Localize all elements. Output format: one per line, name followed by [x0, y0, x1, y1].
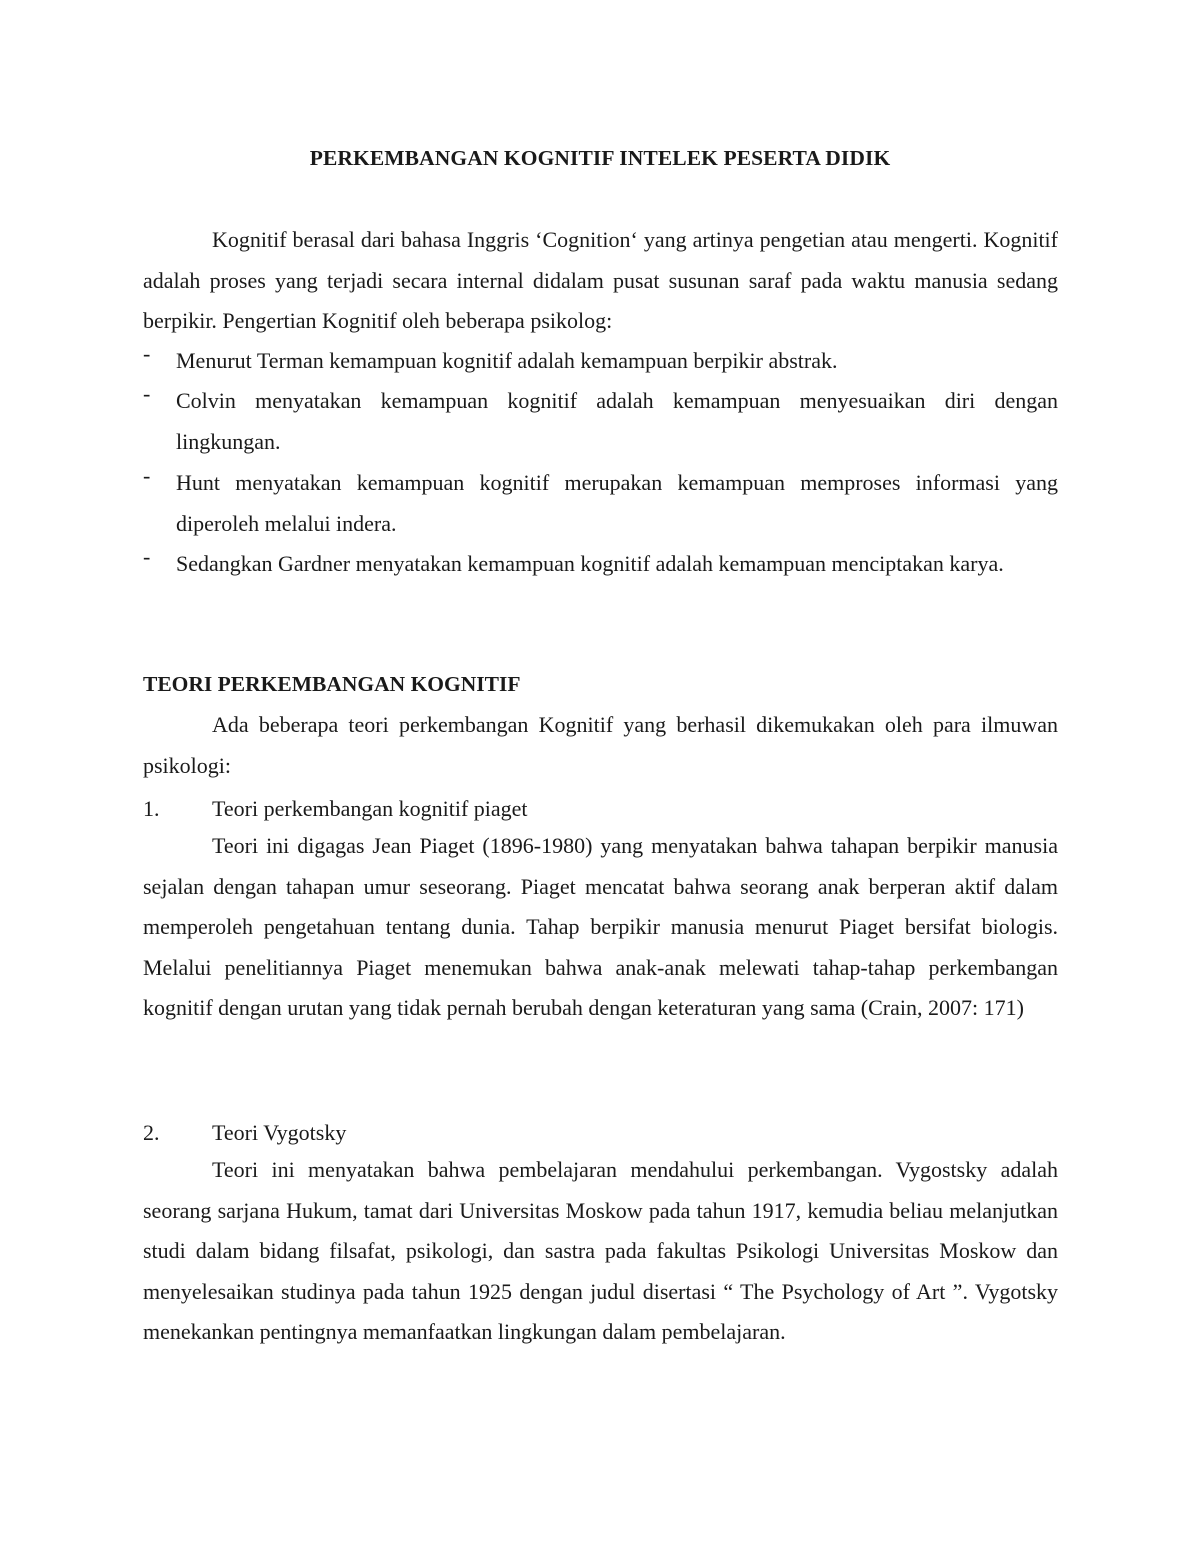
section-heading: TEORI PERKEMBANGAN KOGNITIF [143, 672, 521, 696]
theory-body-paragraph [143, 1150, 1058, 1353]
intro-paragraph [143, 220, 1058, 342]
bullet-marker: - [143, 544, 151, 569]
theory-label: Teori Vygotsky [212, 1120, 347, 1145]
theory-number: 2. [143, 1120, 160, 1145]
theory-label: Teori perkembangan kognitif piaget [212, 796, 528, 821]
theory-body-paragraph [143, 826, 1058, 1029]
bullet-text: Colvin menyatakan kemampuan kognitif adalah kemampuan menyesuaikan diri dengan lingkungan. [176, 388, 1058, 454]
list-item [143, 341, 1058, 382]
section-intro-text: Ada beberapa teori perkembangan Kognitif yang berhasil dikemukakan oleh para ilmuwan psikologi: [143, 712, 1058, 778]
bullet-text: Menurut Terman kemampuan kognitif adalah kemampuan berpikir abstrak. [176, 348, 838, 373]
section-intro-paragraph [143, 705, 1058, 786]
document-title: PERKEMBANGAN KOGNITIF INTELEK PESERTA DIDIK [309, 146, 891, 170]
bullet-text: Sedangkan Gardner menyatakan kemampuan kognitif adalah kemampuan menciptakan karya. [176, 551, 1004, 576]
bullet-marker: - [143, 341, 151, 366]
list-item [143, 544, 1058, 585]
bullet-marker: - [143, 381, 151, 406]
theory-body-text: Teori ini digagas Jean Piaget (1896-1980) yang menyatakan bahwa tahapan berpikir manusia sejalan dengan tahapan umur seseorang. Piaget mencatat bahwa seorang anak berperan aktif dalam memperoleh pengetahuan tentang dunia. Tahap berpikir manusia menurut Piaget bersifat biologis. Melalui penelitiannya Piaget menemukan bahwa anak-anak melewati tahap-tahap perkembangan kognitif dengan urutan yang tidak pernah berubah dengan keteraturan yang sama (Crain, 2007: 171) [143, 833, 1058, 1021]
bullet-marker: - [143, 463, 151, 488]
theory-body-text: Teori ini menyatakan bahwa pembelajaran mendahului perkembangan. Vygostsky adalah seorang sarjana Hukum, tamat dari Universitas Moskow pada tahun 1917, kemudia beliau melanjutkan studi dalam bidang filsafat, psikologi, dan sastra pada fakultas Psikologi Universitas Moskow dan menyelesaikan studinya pada tahun 1925 dengan judul disertasi “ The Psychology of Art ”. Vygotsky menekankan pentingnya memanfaatkan lingkungan dalam pembelajaran. [143, 1157, 1058, 1345]
list-item [143, 463, 1058, 544]
theory-number: 1. [143, 796, 160, 821]
bullet-text: Hunt menyatakan kemampuan kognitif merupakan kemampuan memproses informasi yang diperoleh melalui indera. [176, 470, 1058, 536]
intro-text: Kognitif berasal dari bahasa Inggris ‘Cognition‘ yang artinya pengetian atau mengerti. Kognitif adalah proses yang terjadi secara internal didalam pusat susunan saraf pada waktu manusia sedang berpikir. Pengertian Kognitif oleh beberapa psikolog: [143, 227, 1058, 334]
list-item [143, 381, 1058, 462]
